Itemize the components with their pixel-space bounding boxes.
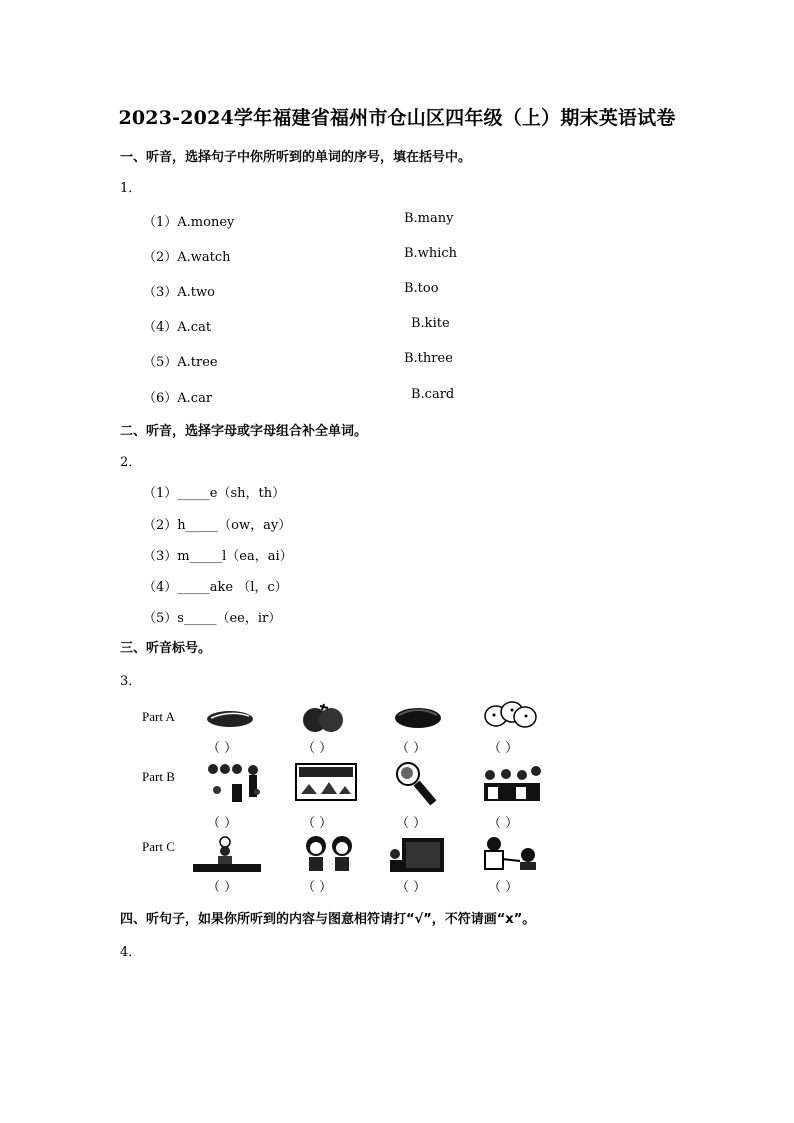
spoon-fork-picture (391, 760, 449, 806)
question-3-number: 3． (120, 674, 142, 689)
q2-item-2: （2）h_____（ow，ay） (143, 518, 292, 533)
part-a-label: Part A (142, 709, 175, 724)
part-c-paren-1: （ ） (207, 880, 238, 895)
q1-item-5-a: （5）A.tree (143, 355, 218, 370)
part-a-paren-2: （ ） (302, 741, 333, 756)
part-b-paren-2: （ ） (302, 816, 333, 831)
q1-item-3-b: B.too (404, 281, 439, 296)
q1-item-2-b: B.which (404, 246, 457, 261)
q1-item-5-b: B.three (404, 351, 453, 366)
q1-item-6-b: B.card (411, 387, 455, 402)
part-a-paren-4: （ ） (488, 741, 519, 756)
page-title: 2023-2024学年福建省福州市仓山区四年级（上）期末英语试卷 (118, 107, 676, 129)
section-4-heading: 四、听句子，如果你所听到的内容与图意相符请打“√”，不符请画“x”。 (120, 912, 536, 927)
computer-picture (388, 836, 446, 874)
cook-picture (193, 836, 261, 874)
rice-bowl-picture (393, 703, 443, 731)
part-c-paren-4: （ ） (488, 880, 519, 895)
section-2-heading: 二、听音，选择字母或字母组合补全单词。 (120, 424, 368, 439)
tomatoes-picture (300, 700, 346, 734)
part-b-paren-1: （ ） (207, 816, 238, 831)
q1-item-6-a: （6）A.car (143, 391, 213, 406)
question-4-number: 4． (120, 945, 142, 960)
q1-item-4-a: （4）A.cat (143, 320, 212, 335)
part-b-paren-3: （ ） (396, 816, 427, 831)
question-2-number: 2． (120, 455, 142, 470)
bread-picture (205, 706, 255, 730)
question-1-number: 1． (120, 181, 142, 196)
q1-item-3-a: （3）A.two (143, 285, 215, 300)
q1-item-4-b: B.kite (411, 316, 450, 331)
part-a-paren-1: （ ） (207, 741, 238, 756)
q1-item-2-a: （2）A.watch (143, 250, 231, 265)
q2-item-4: （4）_____ake （l，c） (143, 580, 288, 595)
two-kids-picture (302, 834, 356, 872)
helping-picture (480, 835, 542, 873)
part-c-paren-2: （ ） (302, 880, 333, 895)
q2-item-1: （1）_____e（sh，th） (143, 486, 286, 501)
part-c-paren-3: （ ） (396, 880, 427, 895)
q2-item-5: （5）s_____（ee，ir） (143, 611, 282, 626)
part-b-paren-4: （ ） (488, 816, 519, 831)
people-picture (480, 765, 544, 803)
potatoes-picture (482, 700, 538, 730)
q2-item-3: （3）m_____l（ea，ai） (143, 549, 293, 564)
family-picture (205, 762, 261, 804)
section-1-heading: 一、听音，选择句子中你所听到的单词的序号，填在括号中。 (120, 150, 472, 165)
q1-item-1-b: B.many (404, 211, 454, 226)
section-3-heading: 三、听音标号。 (120, 641, 212, 656)
part-c-label: Part C (142, 839, 175, 854)
part-b-label: Part B (142, 769, 175, 784)
q1-item-1-a: （1）A.money (143, 215, 235, 230)
classroom-picture (295, 762, 357, 802)
part-a-paren-3: （ ） (396, 741, 427, 756)
